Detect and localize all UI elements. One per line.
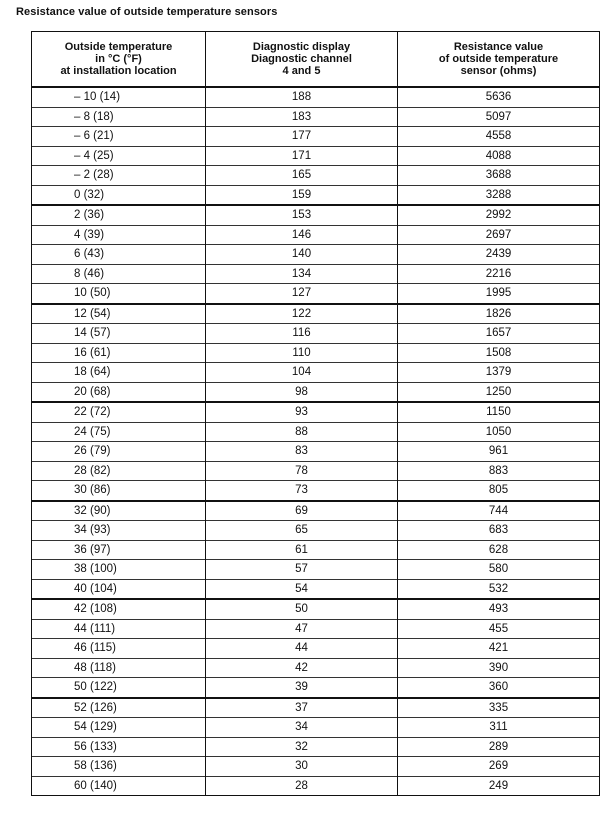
header-display-line: Diagnostic display <box>252 41 351 53</box>
table-row <box>32 619 600 639</box>
diagnostic-display-cell: 69 <box>206 501 398 521</box>
table-row <box>32 382 600 402</box>
header-resistance-line: sensor (ohms) <box>460 65 537 77</box>
diagnostic-display-cell: 153 <box>206 205 398 225</box>
temperature-cell: 56 (133) <box>32 737 206 757</box>
diagnostic-display-cell: 116 <box>206 324 398 344</box>
resistance-cell: 1826 <box>398 304 600 324</box>
table-row <box>32 225 600 245</box>
table-row <box>32 146 600 166</box>
resistance-cell: 5636 <box>398 87 600 107</box>
table-row <box>32 166 600 186</box>
diagnostic-display-cell: 159 <box>206 185 398 205</box>
diagnostic-display-cell: 140 <box>206 245 398 265</box>
diagnostic-display-cell: 93 <box>206 402 398 422</box>
resistance-cell: 628 <box>398 540 600 560</box>
resistance-cell: 2439 <box>398 245 600 265</box>
diagnostic-display-cell: 65 <box>206 521 398 541</box>
resistance-cell: 883 <box>398 461 600 481</box>
resistance-cell: 5097 <box>398 107 600 127</box>
header-display-line: Diagnostic channel <box>251 53 352 65</box>
diagnostic-display-cell: 122 <box>206 304 398 324</box>
header-temperature-line: Outside temperature <box>64 41 173 53</box>
resistance-cell: 1379 <box>398 363 600 383</box>
temperature-cell: 30 (86) <box>32 481 206 501</box>
resistance-cell: 4558 <box>398 127 600 147</box>
table-row <box>32 304 600 324</box>
diagnostic-display-cell: 88 <box>206 422 398 442</box>
diagnostic-display-cell: 73 <box>206 481 398 501</box>
table-row <box>32 521 600 541</box>
diagnostic-display-cell: 83 <box>206 442 398 462</box>
table-row <box>32 639 600 659</box>
resistance-cell: 1150 <box>398 402 600 422</box>
diagnostic-display-cell: 32 <box>206 737 398 757</box>
temperature-cell: 40 (104) <box>32 579 206 599</box>
resistance-cell: 2992 <box>398 205 600 225</box>
diagnostic-display-cell: 47 <box>206 619 398 639</box>
table-row <box>32 107 600 127</box>
temperature-cell: 22 (72) <box>32 402 206 422</box>
resistance-cell: 532 <box>398 579 600 599</box>
resistance-cell: 3688 <box>398 166 600 186</box>
temperature-cell: 4 (39) <box>32 225 206 245</box>
temperature-cell: – 8 (18) <box>32 107 206 127</box>
table-row <box>32 127 600 147</box>
temperature-cell: 28 (82) <box>32 461 206 481</box>
table-row <box>32 698 600 718</box>
header-temperature-line: at installation location <box>60 65 177 77</box>
table-row <box>32 718 600 738</box>
resistance-table <box>31 31 600 796</box>
temperature-cell: 18 (64) <box>32 363 206 383</box>
header-temperature-line: in °C (°F) <box>95 53 142 65</box>
diagnostic-display-cell: 61 <box>206 540 398 560</box>
diagnostic-display-cell: 188 <box>206 87 398 107</box>
temperature-cell: – 4 (25) <box>32 146 206 166</box>
diagnostic-display-cell: 50 <box>206 599 398 619</box>
table-row <box>32 757 600 777</box>
resistance-cell: 805 <box>398 481 600 501</box>
temperature-cell: 54 (129) <box>32 718 206 738</box>
diagnostic-display-cell: 78 <box>206 461 398 481</box>
header-resistance-line: Resistance value <box>453 41 544 53</box>
temperature-cell: 32 (90) <box>32 501 206 521</box>
table-row <box>32 461 600 481</box>
table-row <box>32 402 600 422</box>
resistance-cell: 1050 <box>398 422 600 442</box>
resistance-cell: 683 <box>398 521 600 541</box>
diagnostic-display-cell: 127 <box>206 284 398 304</box>
table-row <box>32 442 600 462</box>
table-row <box>32 599 600 619</box>
diagnostic-display-cell: 134 <box>206 264 398 284</box>
resistance-cell: 311 <box>398 718 600 738</box>
diagnostic-display-cell: 98 <box>206 382 398 402</box>
table-row <box>32 481 600 501</box>
resistance-cell: 421 <box>398 639 600 659</box>
resistance-cell: 390 <box>398 658 600 678</box>
resistance-cell: 249 <box>398 776 600 796</box>
temperature-cell: 44 (111) <box>32 619 206 639</box>
temperature-cell: – 2 (28) <box>32 166 206 186</box>
diagnostic-display-cell: 110 <box>206 343 398 363</box>
temperature-cell: 2 (36) <box>32 205 206 225</box>
temperature-cell: 10 (50) <box>32 284 206 304</box>
diagnostic-display-cell: 54 <box>206 579 398 599</box>
temperature-cell: 34 (93) <box>32 521 206 541</box>
diagnostic-display-cell: 37 <box>206 698 398 718</box>
resistance-cell: 493 <box>398 599 600 619</box>
table-row <box>32 540 600 560</box>
resistance-cell: 744 <box>398 501 600 521</box>
diagnostic-display-cell: 165 <box>206 166 398 186</box>
table-row <box>32 245 600 265</box>
table-row <box>32 678 600 698</box>
temperature-cell: 50 (122) <box>32 678 206 698</box>
header-display-line: 4 and 5 <box>282 65 321 77</box>
resistance-cell: 3288 <box>398 185 600 205</box>
temperature-cell: 6 (43) <box>32 245 206 265</box>
diagnostic-display-cell: 171 <box>206 146 398 166</box>
header-row <box>32 32 600 88</box>
table-row <box>32 560 600 580</box>
table-row <box>32 501 600 521</box>
table-row <box>32 87 600 107</box>
temperature-cell: 42 (108) <box>32 599 206 619</box>
diagnostic-display-cell: 146 <box>206 225 398 245</box>
resistance-cell: 2697 <box>398 225 600 245</box>
table-row <box>32 205 600 225</box>
diagnostic-display-cell: 44 <box>206 639 398 659</box>
table-row <box>32 776 600 796</box>
temperature-cell: 0 (32) <box>32 185 206 205</box>
table-row <box>32 284 600 304</box>
temperature-cell: – 6 (21) <box>32 127 206 147</box>
header-diagnostic-display <box>206 32 398 88</box>
table-row <box>32 658 600 678</box>
resistance-cell: 2216 <box>398 264 600 284</box>
header-temperature <box>32 32 206 88</box>
diagnostic-display-cell: 57 <box>206 560 398 580</box>
table-row <box>32 324 600 344</box>
resistance-cell: 1250 <box>398 382 600 402</box>
temperature-cell: 20 (68) <box>32 382 206 402</box>
resistance-cell: 961 <box>398 442 600 462</box>
temperature-cell: 14 (57) <box>32 324 206 344</box>
temperature-cell: – 10 (14) <box>32 87 206 107</box>
header-resistance-line: of outside temperature <box>438 53 559 65</box>
diagnostic-display-cell: 177 <box>206 127 398 147</box>
resistance-cell: 1995 <box>398 284 600 304</box>
temperature-cell: 60 (140) <box>32 776 206 796</box>
temperature-cell: 38 (100) <box>32 560 206 580</box>
table-row <box>32 363 600 383</box>
diagnostic-display-cell: 183 <box>206 107 398 127</box>
temperature-cell: 12 (54) <box>32 304 206 324</box>
temperature-cell: 46 (115) <box>32 639 206 659</box>
table-row <box>32 185 600 205</box>
temperature-cell: 24 (75) <box>32 422 206 442</box>
diagnostic-display-cell: 42 <box>206 658 398 678</box>
diagnostic-display-cell: 34 <box>206 718 398 738</box>
header-resistance <box>398 32 600 88</box>
table-row <box>32 579 600 599</box>
diagnostic-display-cell: 104 <box>206 363 398 383</box>
resistance-cell: 455 <box>398 619 600 639</box>
table-row <box>32 343 600 363</box>
resistance-cell: 1508 <box>398 343 600 363</box>
resistance-cell: 360 <box>398 678 600 698</box>
diagnostic-display-cell: 28 <box>206 776 398 796</box>
resistance-cell: 335 <box>398 698 600 718</box>
temperature-cell: 36 (97) <box>32 540 206 560</box>
diagnostic-display-cell: 30 <box>206 757 398 777</box>
table-body <box>32 87 600 796</box>
temperature-cell: 48 (118) <box>32 658 206 678</box>
table-row <box>32 264 600 284</box>
temperature-cell: 16 (61) <box>32 343 206 363</box>
resistance-cell: 1657 <box>398 324 600 344</box>
resistance-cell: 269 <box>398 757 600 777</box>
temperature-cell: 8 (46) <box>32 264 206 284</box>
page-title: Resistance value of outside temperature sensors <box>16 6 278 18</box>
temperature-cell: 58 (136) <box>32 757 206 777</box>
resistance-cell: 580 <box>398 560 600 580</box>
resistance-cell: 289 <box>398 737 600 757</box>
temperature-cell: 26 (79) <box>32 442 206 462</box>
diagnostic-display-cell: 39 <box>206 678 398 698</box>
temperature-cell: 52 (126) <box>32 698 206 718</box>
table-row <box>32 737 600 757</box>
resistance-cell: 4088 <box>398 146 600 166</box>
table-row <box>32 422 600 442</box>
